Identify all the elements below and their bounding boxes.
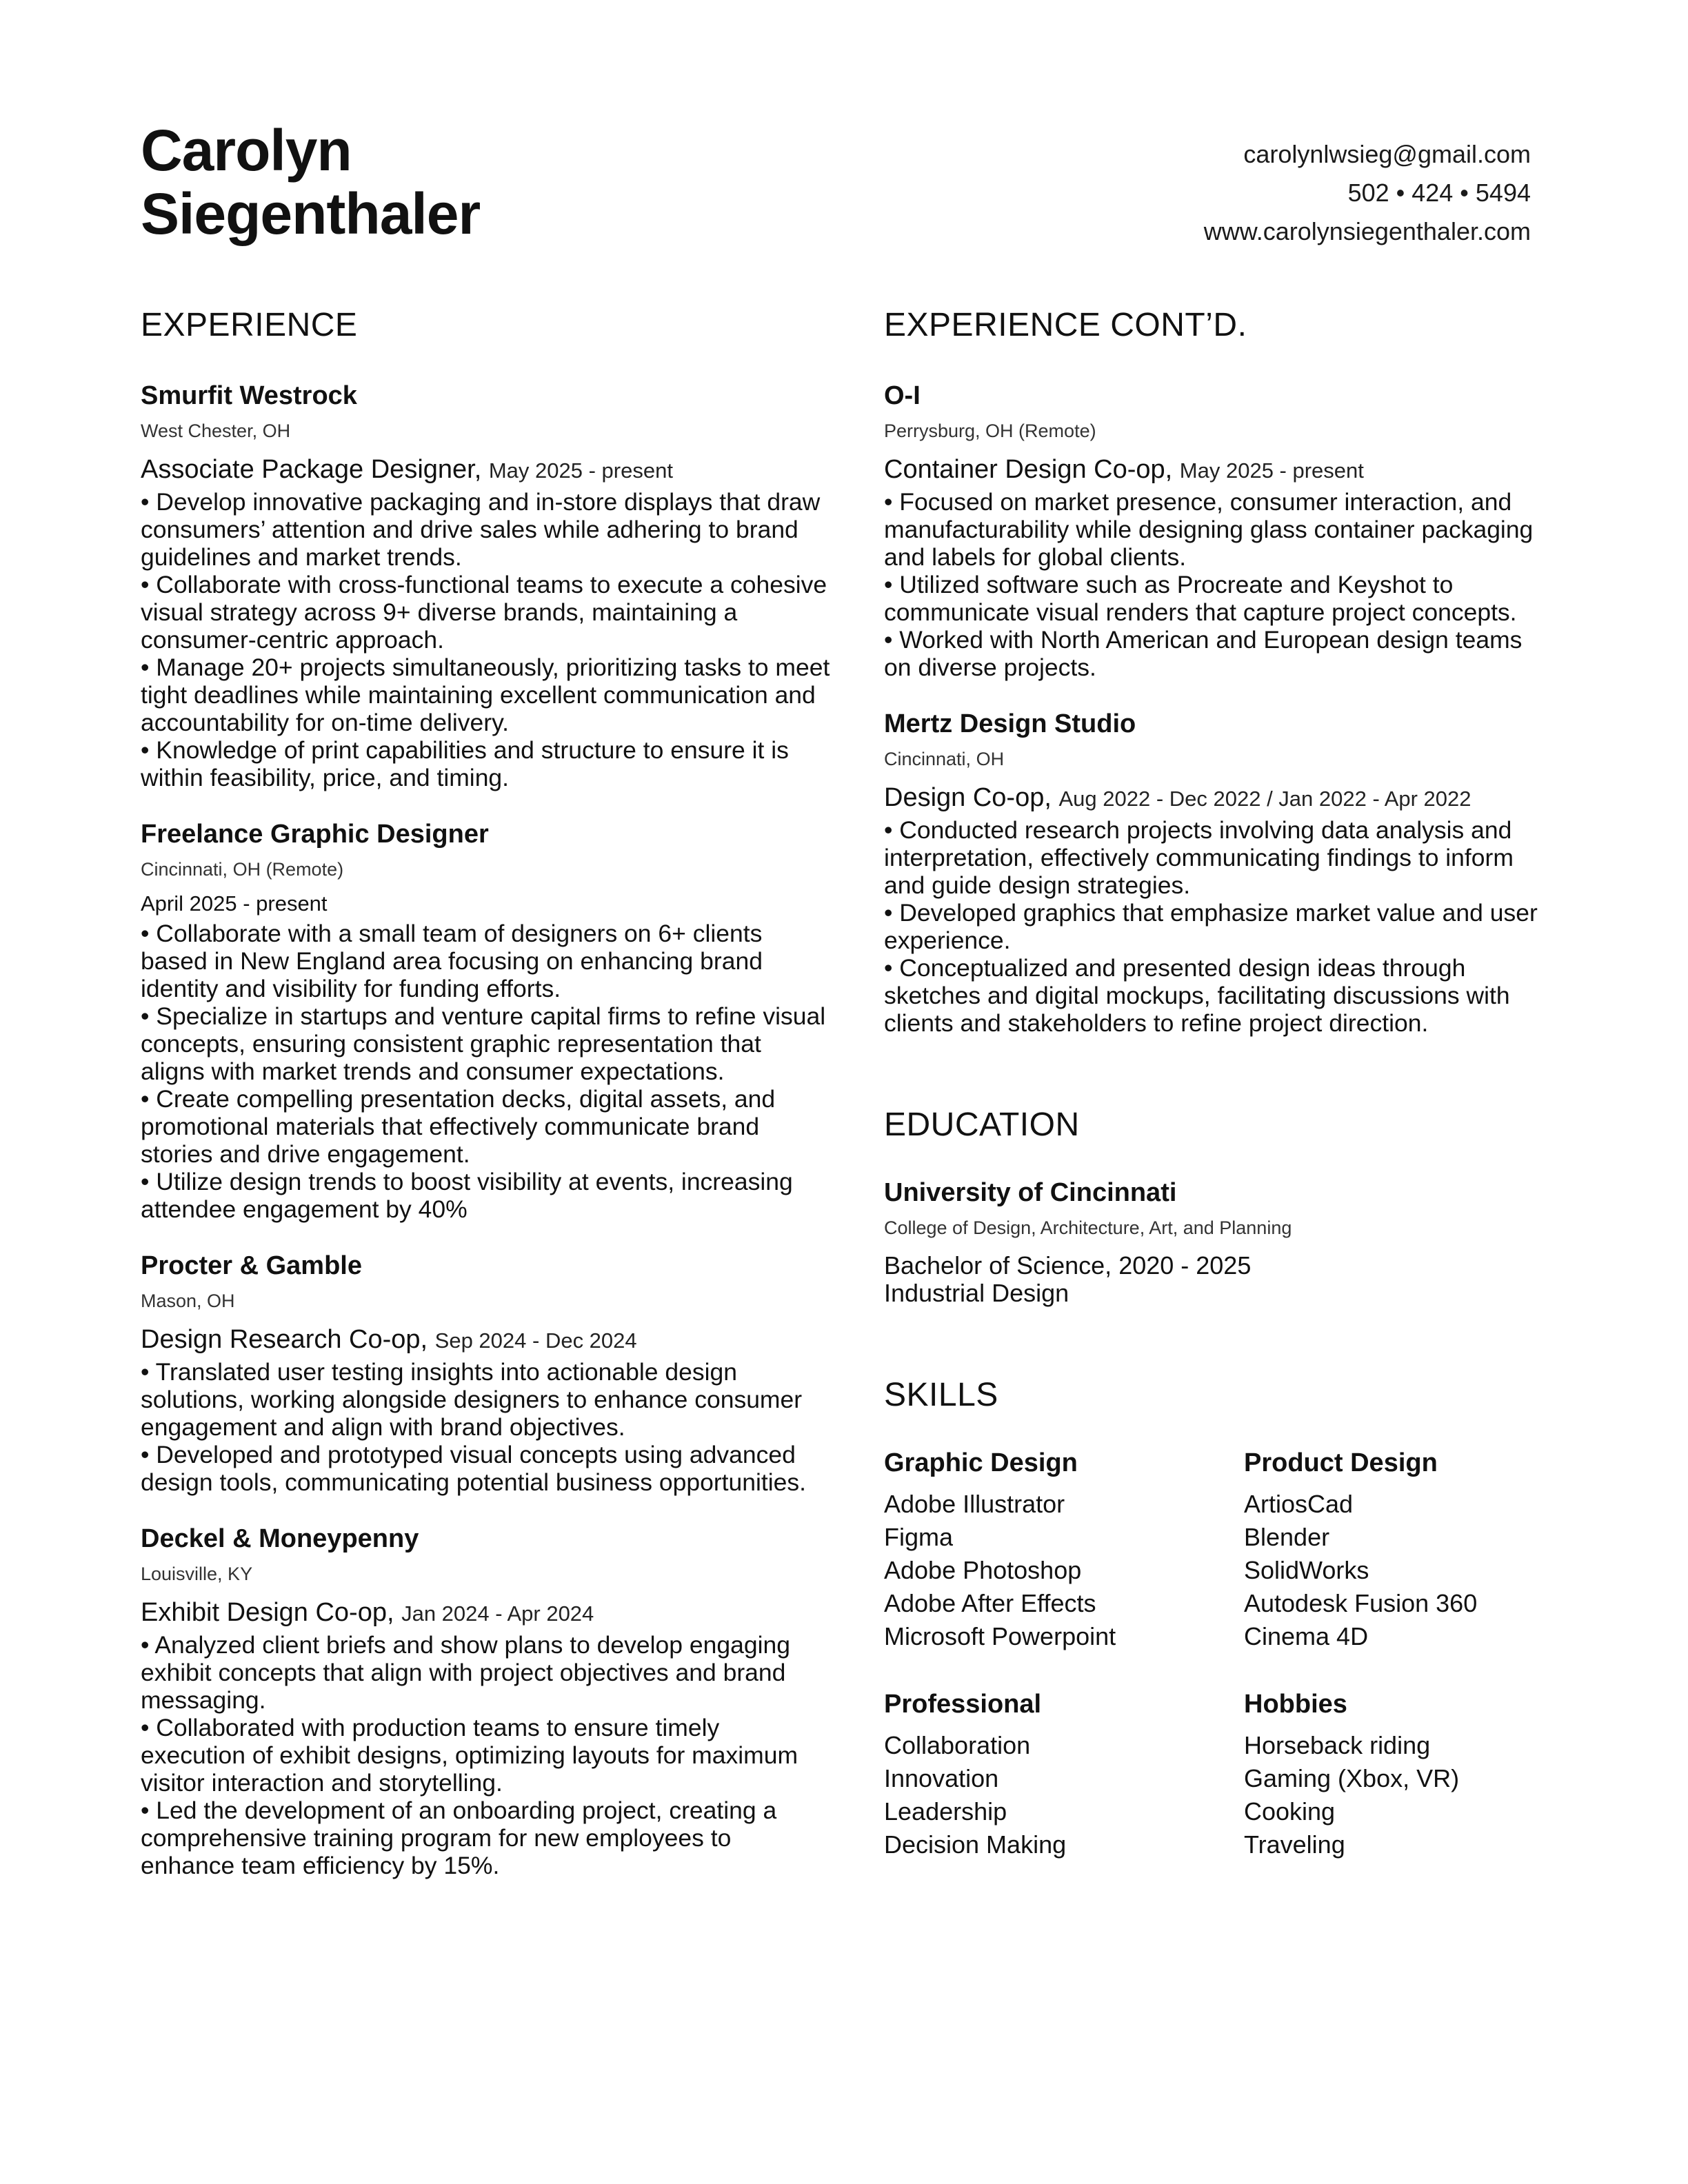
section-spacer bbox=[884, 1307, 1546, 1373]
skill-item: Collaboration bbox=[884, 1731, 1031, 1759]
education-heading: EDUCATION bbox=[884, 1106, 1080, 1143]
bullet-item: • Focused on market presence, consumer interaction, and manufacturability while designing glass container packaging and labels for global clients. bbox=[884, 488, 1534, 571]
bullet-item: • Developed graphics that emphasize market value and user experience. bbox=[884, 899, 1538, 954]
bullet-list bbox=[141, 920, 830, 1223]
company-name: O-I bbox=[884, 381, 921, 410]
degree: Bachelor of Science, 2020 - 2025 bbox=[884, 1251, 1252, 1280]
skill-group-heading: Professional bbox=[884, 1690, 1042, 1719]
job-entry bbox=[141, 1521, 830, 1879]
role-dates: Aug 2022 - Dec 2022 / Jan 2022 - Apr 2022 bbox=[1058, 787, 1471, 811]
website-link[interactable]: www.carolynsiegenthaler.com bbox=[1203, 217, 1531, 245]
skill-item: Traveling bbox=[1244, 1830, 1345, 1859]
skill-item: Adobe Illustrator bbox=[884, 1490, 1065, 1518]
role-line bbox=[141, 452, 830, 488]
first-name: Carolyn bbox=[141, 118, 352, 183]
role-dates: Sep 2024 - Dec 2024 bbox=[434, 1328, 637, 1353]
phone-number: 502 • 424 • 5494 bbox=[1347, 179, 1531, 207]
company-name: Smurfit Westrock bbox=[141, 381, 357, 410]
role-dates: April 2025 - present bbox=[141, 891, 328, 916]
job-entry bbox=[141, 816, 830, 1223]
bullet-item: • Collaborate with cross-functional teams to execute a cohesive visual strategy across 9+ diverse brands, maintaining a consumer-centric approach. bbox=[141, 571, 827, 654]
college-name: College of Design, Architecture, Art, and Planning bbox=[884, 1217, 1292, 1238]
skill-item: Figma bbox=[884, 1523, 954, 1551]
skill-item: Autodesk Fusion 360 bbox=[1244, 1589, 1478, 1617]
skill-item: Adobe Photoshop bbox=[884, 1556, 1082, 1584]
bullet-item: • Utilize design trends to boost visibility at events, increasing attendee engagement by 40% bbox=[141, 1168, 793, 1223]
bullet-item: • Develop innovative packaging and in-store displays that draw consumers’ attention and drive sales while adhering to brand guidelines and market trends. bbox=[141, 488, 821, 571]
role-dates: May 2025 - present bbox=[488, 458, 673, 483]
candidate-name bbox=[141, 119, 480, 245]
education-entry bbox=[884, 1175, 1546, 1307]
experience-heading: EXPERIENCE bbox=[141, 307, 358, 343]
skill-item: Innovation bbox=[884, 1764, 999, 1792]
degree-details bbox=[884, 1252, 1546, 1307]
right-column bbox=[884, 303, 1546, 1861]
section-spacer bbox=[884, 1037, 1546, 1103]
skill-item: Cooking bbox=[1244, 1797, 1336, 1826]
bullet-item: • Analyzed client briefs and show plans to develop engaging exhibit concepts that align with project objectives and brand messaging. bbox=[141, 1631, 790, 1714]
skills-heading: SKILLS bbox=[884, 1377, 998, 1413]
bullet-item: • Collaborate with a small team of designers on 6+ clients based in New England area focusing on enhancing brand identity and visibility for funding efforts. bbox=[141, 920, 763, 1002]
bullet-list bbox=[141, 1631, 830, 1879]
role-line bbox=[884, 780, 1546, 816]
role-line bbox=[141, 1322, 830, 1358]
role-title: Design Research Co-op, bbox=[141, 1325, 428, 1354]
job-location: Mason, OH bbox=[141, 1291, 235, 1311]
skill-item: Blender bbox=[1244, 1523, 1330, 1551]
skill-item: ArtiosCad bbox=[1244, 1490, 1354, 1518]
job-location: Perrysburg, OH (Remote) bbox=[884, 421, 1096, 441]
bullet-item: • Worked with North American and European design teams on diverse projects. bbox=[884, 626, 1523, 681]
bullet-item: • Collaborated with production teams to ensure timely execution of exhibit designs, optimizing layouts for maximum visitor interaction and storytelling. bbox=[141, 1714, 798, 1797]
bullet-list bbox=[884, 816, 1546, 1037]
skill-group bbox=[884, 1445, 1244, 1653]
bullet-list bbox=[884, 488, 1546, 681]
skill-item: Adobe After Effects bbox=[884, 1589, 1096, 1617]
role-title: Container Design Co-op, bbox=[884, 455, 1173, 484]
role-title: Exhibit Design Co-op, bbox=[141, 1598, 394, 1627]
job-entry bbox=[884, 378, 1546, 681]
company-name: Deckel & Moneypenny bbox=[141, 1524, 419, 1553]
role-dates: Jan 2024 - Apr 2024 bbox=[401, 1601, 594, 1626]
skill-item: Horseback riding bbox=[1244, 1731, 1431, 1759]
experience-contd-heading: EXPERIENCE CONT’D. bbox=[884, 307, 1247, 343]
bullet-item: • Knowledge of print capabilities and structure to ensure it is within feasibility, price, and timing. bbox=[141, 736, 789, 791]
bullet-item: • Conducted research projects involving data analysis and interpretation, effectively communicating findings to inform and guide design strategies. bbox=[884, 816, 1514, 899]
skill-item: Leadership bbox=[884, 1797, 1007, 1826]
job-location: West Chester, OH bbox=[141, 421, 291, 441]
skill-group bbox=[884, 1686, 1244, 1861]
bullet-item: • Create compelling presentation decks, digital assets, and promotional materials that effectively communicate brand stories and drive engagement. bbox=[141, 1085, 776, 1168]
skill-item: SolidWorks bbox=[1244, 1556, 1369, 1584]
role-line bbox=[884, 452, 1546, 488]
skill-group bbox=[1244, 1686, 1534, 1861]
role-dates: May 2025 - present bbox=[1179, 458, 1364, 483]
skill-group bbox=[1244, 1445, 1534, 1653]
job-entry bbox=[884, 706, 1546, 1037]
role-title: Design Co-op, bbox=[884, 783, 1052, 812]
bullet-list bbox=[141, 1358, 830, 1496]
job-entry bbox=[141, 1248, 830, 1496]
company-name: Mertz Design Studio bbox=[884, 709, 1136, 738]
job-location: Cincinnati, OH (Remote) bbox=[141, 859, 344, 880]
major: Industrial Design bbox=[884, 1279, 1069, 1307]
company-name: Freelance Graphic Designer bbox=[141, 820, 489, 849]
skill-group-heading: Hobbies bbox=[1244, 1690, 1347, 1719]
skill-item: Decision Making bbox=[884, 1830, 1067, 1859]
role-title: Associate Package Designer, bbox=[141, 455, 482, 484]
contact-info bbox=[1204, 135, 1531, 251]
bullet-item: • Manage 20+ projects simultaneously, prioritizing tasks to meet tight deadlines while maintaining excellent communication and accountability for on-time delivery. bbox=[141, 654, 830, 736]
skill-group-heading: Graphic Design bbox=[884, 1448, 1078, 1477]
skill-group-heading: Product Design bbox=[1244, 1448, 1438, 1477]
bullet-item: • Translated user testing insights into actionable design solutions, working alongside designers to enhance consumer engagement and align with brand objectives. bbox=[141, 1358, 803, 1441]
bullet-list bbox=[141, 488, 830, 791]
bullet-item: • Specialize in startups and venture capital firms to refine visual concepts, ensuring consistent graphic representation that aligns with market trends and consumer expectations. bbox=[141, 1002, 826, 1085]
skill-item: Gaming (Xbox, VR) bbox=[1244, 1764, 1460, 1792]
bullet-item: • Conceptualized and presented design ideas through sketches and digital mockups, facilitating discussions with clients and stakeholders to refine project direction. bbox=[884, 954, 1510, 1037]
role-line bbox=[141, 1595, 830, 1631]
school-name: University of Cincinnati bbox=[884, 1178, 1177, 1207]
job-location: Louisville, KY bbox=[141, 1564, 253, 1584]
experience-column bbox=[141, 303, 830, 1879]
bullet-item: • Developed and prototyped visual concepts using advanced design tools, communicating potential business opportunities. bbox=[141, 1441, 806, 1496]
company-name: Procter & Gamble bbox=[141, 1251, 362, 1280]
email-link[interactable]: carolynlwsieg@gmail.com bbox=[1243, 140, 1531, 168]
last-name: Siegenthaler bbox=[141, 181, 481, 246]
skill-item: Cinema 4D bbox=[1244, 1622, 1369, 1650]
bullet-item: • Utilized software such as Procreate and Keyshot to communicate visual renders that capture project concepts. bbox=[884, 571, 1517, 626]
job-entry bbox=[141, 378, 830, 791]
bullet-item: • Led the development of an onboarding project, creating a comprehensive training program for new employees to enhance team efficiency by 15%. bbox=[141, 1797, 777, 1879]
job-location: Cincinnati, OH bbox=[884, 749, 1005, 769]
skill-item: Microsoft Powerpoint bbox=[884, 1622, 1116, 1650]
skills-grid bbox=[884, 1445, 1546, 1861]
